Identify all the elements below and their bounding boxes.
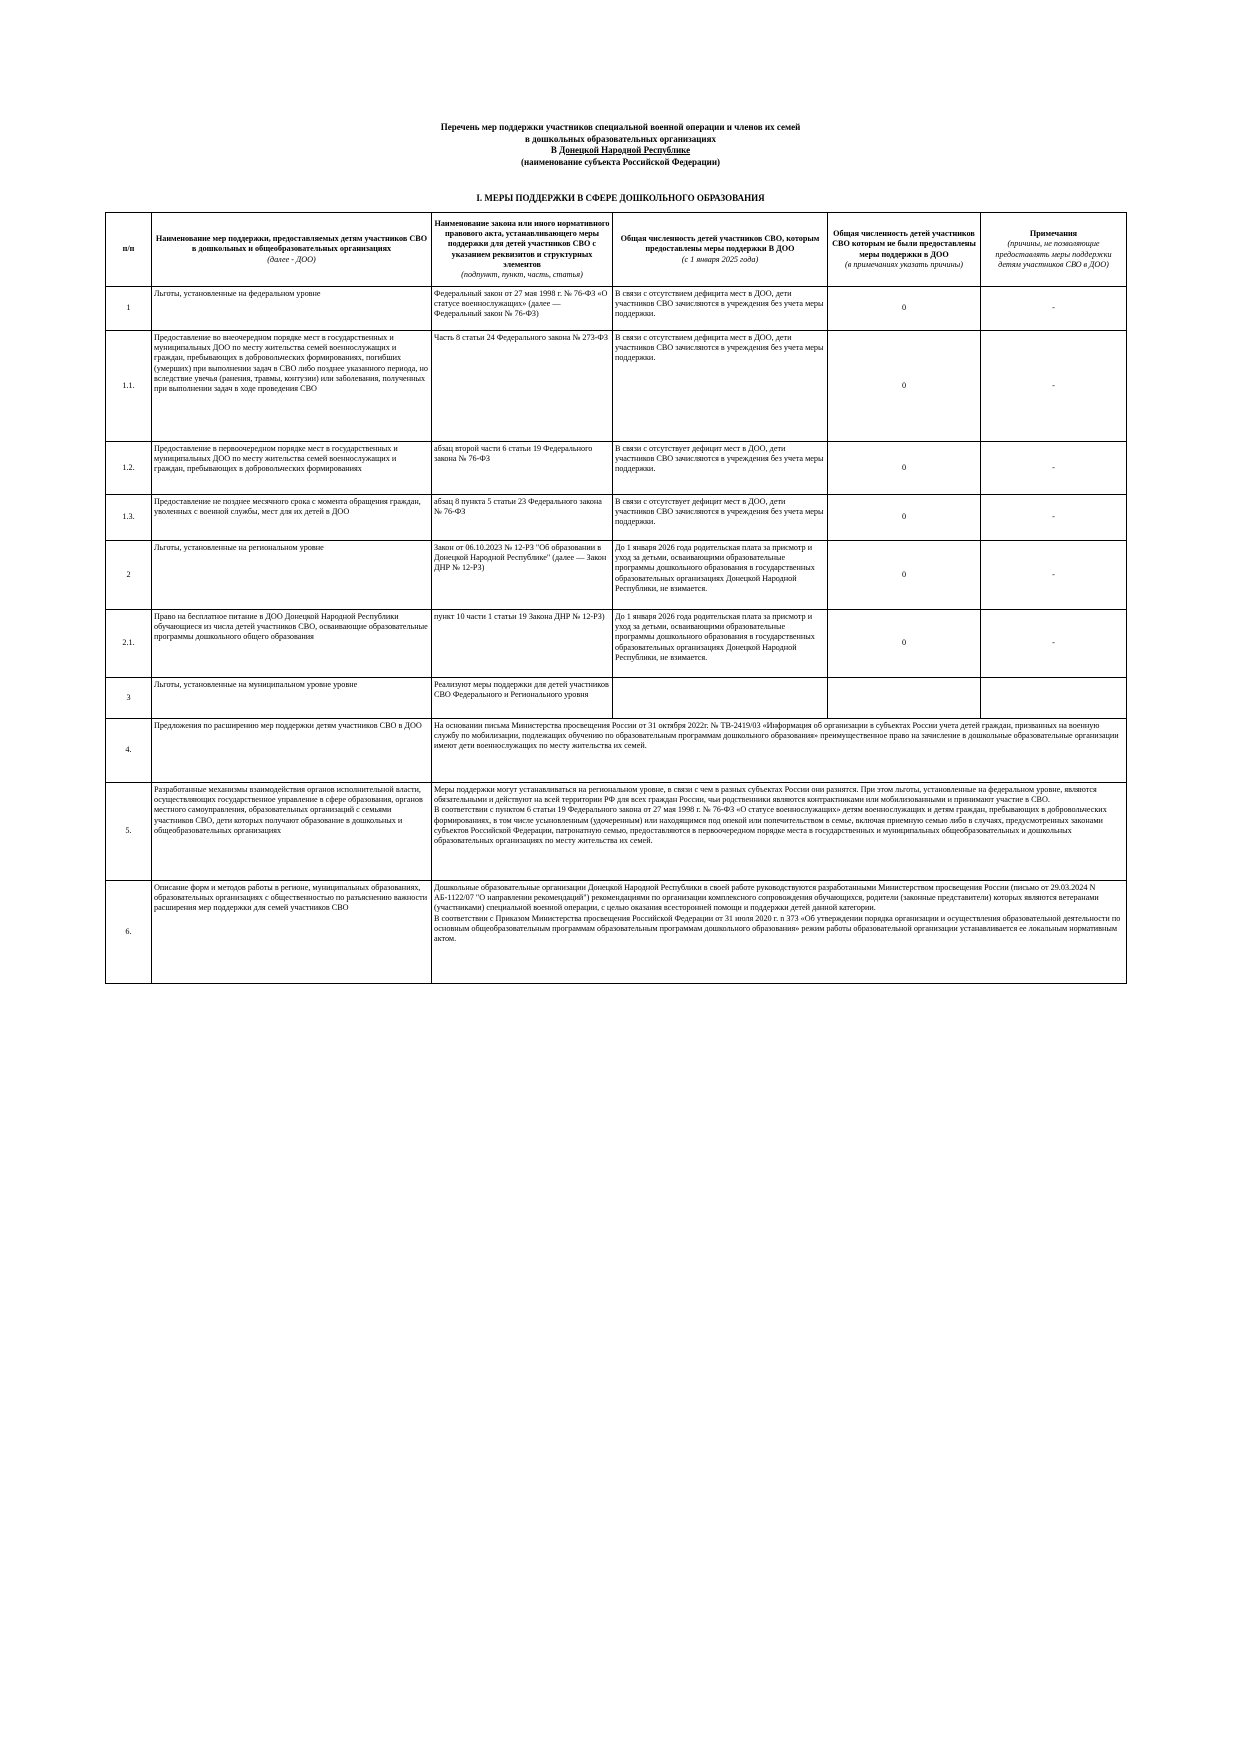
row-total-text: До 1 января 2026 года родительская плата за присмотр и уход за детьми, осваивающими образовательные программы дошкольного образования в государственных образовательных организациях Донецкой Народной Республики, не взимается. <box>615 612 815 662</box>
row-description <box>432 881 1127 984</box>
header-total-sub: (с 1 января 2025 года) <box>681 254 759 264</box>
row-law: Реализуют меры поддержки для детей участников СВО Федерального и Регионального уровня <box>432 678 613 719</box>
table-row <box>106 541 1127 610</box>
row-notes: - <box>981 541 1127 610</box>
table-row <box>106 287 1127 331</box>
header-notes-title: Примечания <box>1029 229 1078 239</box>
header-measures-sub: (далее - ДОО) <box>267 254 316 264</box>
row-not-provided: 0 <box>828 331 981 442</box>
header-law-sub: (подпункт, пункт, часть, статья) <box>461 269 583 279</box>
row-law: абзац второй части 6 статьи 19 Федерального закона № 76-ФЗ <box>432 442 613 495</box>
row-total <box>613 610 828 678</box>
row-measure: Предоставление во внеочередном порядке мест в государственных и муниципальных ДОО по месту жительства семей военнослужащих и граждан, пребывающих в добровольческих формированиях, погибших (умерших) при выполнении задач в СВО либо позднее указанного периода, но вследствие увечья (ранения, травмы, контузии) или заболевания, полученных при выполнении задач в ходе проведения СВО <box>152 331 432 442</box>
row-not-provided: 0 <box>828 495 981 541</box>
row-num: 2.1. <box>106 610 152 678</box>
table-row <box>106 610 1127 678</box>
row-description-paragraph: В соответствии с Приказом Министерства просвещения Российской Федерации от 31 июля 2020 г. n 373 «Об утверждении порядка организации и осуществления образовательной деятельности по основным общеобразовательным программам образовательным программам дошкольного образования» режим работы образовательной организации устанавливается ее локальным нормативным актом. <box>434 913 1121 944</box>
row-law: пункт 10 части 1 статьи 19 Закона ДНР № 12-РЗ) <box>432 610 613 678</box>
row-measure: Предложения по расширению мер поддержки детям участников СВО в ДОО <box>152 719 432 783</box>
row-not-provided: 0 <box>828 541 981 610</box>
heading-line-2: в дошкольных образовательных организациях <box>525 133 716 144</box>
row-description <box>432 783 1127 881</box>
row-description-paragraph: Меры поддержки могут устанавливаться на региональном уровне, в связи с чем в разных субъектах России они разнятся. При этом льготы, установленные на федеральном уровне, являются обязательными и действуют на всей территории РФ для всех граждан России, чьи родственники являются контрактниками или мобилизованными и принимают участие в СВО. <box>434 785 1097 805</box>
header-notes <box>981 213 1127 287</box>
table-header-row <box>106 213 1127 287</box>
row-total: В связи с отсутствием дефицита мест в ДОО, дети участников СВО зачисляются в учреждения без учета меры поддержки. <box>613 331 828 442</box>
row-measure: Льготы, установленные на муниципальном уровне уровне <box>152 678 432 719</box>
table-row <box>106 719 1127 783</box>
heading-line-4: (наименование субъекта Российской Федерации) <box>520 156 720 167</box>
header-law-title: Наименование закона или иного нормативного правового акта, устанавливающего меры поддержки для детей участников СВО с указанием реквизитов и структурных элементов <box>434 218 610 269</box>
header-not-provided <box>828 213 981 287</box>
row-num: 1.3. <box>106 495 152 541</box>
table-row <box>106 495 1127 541</box>
row-measure: Описание форм и методов работы в регионе, муниципальных образованиях, образовательных организациях с общественностью по разъяснению важности расширения мер поддержки для семей участников СВО <box>152 881 432 984</box>
document-heading <box>0 122 1241 168</box>
header-total-title: Общая численность детей участников СВО, которым предоставлены меры поддержки В ДОО <box>620 234 820 254</box>
row-total: В связи с отсутствием дефицита мест в ДОО, дети участников СВО зачисляются в учреждения без учета меры поддержки. <box>613 287 828 331</box>
row-num: 4. <box>106 719 152 783</box>
row-measure: Предоставление в первоочередном порядке мест в государственных и муниципальных ДОО по месту жительства семей военнослужащих и граждан, пребывающих в добровольческих формированиях <box>152 442 432 495</box>
header-measures <box>152 213 432 287</box>
table-row <box>106 881 1127 984</box>
row-notes: - <box>981 287 1127 331</box>
row-description: На основании письма Министерства просвещения России от 31 октября 2022г. № ТВ-2419/03 «Информация об организации в субъектах России учета детей граждан, призванных на военную службу по мобилизации, подлежащих обучению по образовательным программам дошкольного образования» преимущественное право на зачисление в дошкольные образовательные организации имеют дети военнослужащих по месту жительства их семей. <box>432 719 1127 783</box>
header-law <box>432 213 613 287</box>
row-measure: Разработанные механизмы взаимодействия органов исполнительной власти, осуществляющих государственное управление в сфере образования, органов местного самоуправления, образовательных организаций с семьями участников СВО, дети которых получают образование в дошкольных и общеобразовательных организациях <box>152 783 432 881</box>
row-notes: - <box>981 331 1127 442</box>
row-num: 5. <box>106 783 152 881</box>
row-measure: Льготы, установленные на региональном уровне <box>152 541 432 610</box>
header-num: п/п <box>106 213 152 287</box>
row-num: 2 <box>106 541 152 610</box>
row-measure: Право на бесплатное питание в ДОО Донецкой Народной Республики обучающиеся из числа детей участников СВО, осваивающие образовательные программы дошкольного общего образования <box>152 610 432 678</box>
table-row <box>106 783 1127 881</box>
row-num: 6. <box>106 881 152 984</box>
row-notes: - <box>981 442 1127 495</box>
row-notes: - <box>981 610 1127 678</box>
row-num: 1 <box>106 287 152 331</box>
row-law: Закон от 06.10.2023 № 12-РЗ "Об образовании в Донецкой Народной Республике" (далее — Закон ДНР № 12-РЗ) <box>432 541 613 610</box>
row-total <box>613 678 828 719</box>
row-not-provided: 0 <box>828 442 981 495</box>
header-total <box>613 213 828 287</box>
header-not-provided-sub: (в примечаниях указать причины) <box>845 259 963 269</box>
row-num: 1.1. <box>106 331 152 442</box>
table-row <box>106 331 1127 442</box>
section-title: I. МЕРЫ ПОДДЕРЖКИ В СФЕРЕ ДОШКОЛЬНОГО ОБРАЗОВАНИЯ <box>476 193 765 203</box>
row-total: В связи с отсутствует дефицит мест в ДОО, дети участников СВО зачисляются в учреждения без учета меры поддержки. <box>613 442 828 495</box>
row-not-provided: 0 <box>828 287 981 331</box>
row-num: 3 <box>106 678 152 719</box>
table-row <box>106 442 1127 495</box>
heading-line-3 <box>0 145 1241 157</box>
header-notes-sub: (причины, не позволяющие предоставлять меры поддержки детям участников СВО в ДОО) <box>995 239 1112 269</box>
row-law: Часть 8 статьи 24 Федерального закона № 273-ФЗ <box>432 331 613 442</box>
row-notes <box>981 678 1127 719</box>
row-notes: - <box>981 495 1127 541</box>
row-measure: Льготы, установленные на федеральном уровне <box>152 287 432 331</box>
row-total <box>613 541 828 610</box>
row-description-paragraph: В соответствии с пунктом 6 статьи 19 Федерального закона от 27 мая 1998 г. № 76-ФЗ «О статусе военнослужащих» детям военнослужащих и детям граждан, пребывающих в добровольческих формированиях, в том числе усыновленным (удочеренным) или находящимся под опекой или попечительством в семье, включая приемную семью либо в случаях, предусмотренных законами субъектов Российской Федерации, патронатную семью, предоставляются в первоочередном порядке места в государственных и муниципальных общеобразовательных и дошкольных образовательных организациях по месту жительства их семей. <box>434 805 1107 846</box>
row-not-provided <box>828 678 981 719</box>
row-description-paragraph: Дошкольные образовательные организации Донецкой Народной Республики в своей работе руководствуются разработанными Министерством просвещения России (письмо от 29.03.2024 N АБ-1122/07 "О направлении рекомендаций") рекомендациями по организации комплексного сопровождения обучающихся, родители (законные представители) которых являются ветеранами (участниками) специальной военной операции, с целью оказания всесторонней помощи и поддержки детей данной категории. <box>434 883 1099 913</box>
heading-line-3-prefix: В <box>550 145 560 155</box>
region-name: Донецкой Народной Республике <box>559 145 691 155</box>
row-law: абзац 8 пункта 5 статьи 23 Федерального закона № 76-ФЗ <box>432 495 613 541</box>
heading-line-1: Перечень мер поддержки участников специальной военной операции и членов их семей <box>440 122 801 132</box>
row-measure: Предоставление не позднее месячного срока с момента обращения граждан, уволенных с военной службы, мест для их детей в ДОО <box>152 495 432 541</box>
header-not-provided-title: Общая численность детей участников СВО которым не были предоставлены меры поддержки в ДОО <box>832 229 976 259</box>
row-not-provided: 0 <box>828 610 981 678</box>
table-row <box>106 678 1127 719</box>
row-law: Федеральный закон от 27 мая 1998 г. № 76-ФЗ «О статусе военнослужащих» (далее — Федеральный закон № 76-ФЗ) <box>432 287 613 331</box>
row-total-text: До 1 января 2026 года родительская плата за присмотр и уход за детьми, осваивающими образовательные программы дошкольного образования в государственных образовательных организациях Донецкой Народной Республики, не взимается. <box>615 543 815 593</box>
header-measures-title: Наименование мер поддержки, предоставляемых детям участников СВО в дошкольных и общеобразовательных организациях <box>155 234 428 254</box>
row-total: В связи с отсутствует дефицит мест в ДОО, дети участников СВО зачисляются в учреждения без учета меры поддержки. <box>613 495 828 541</box>
support-measures-table <box>105 212 1127 984</box>
row-num: 1.2. <box>106 442 152 495</box>
